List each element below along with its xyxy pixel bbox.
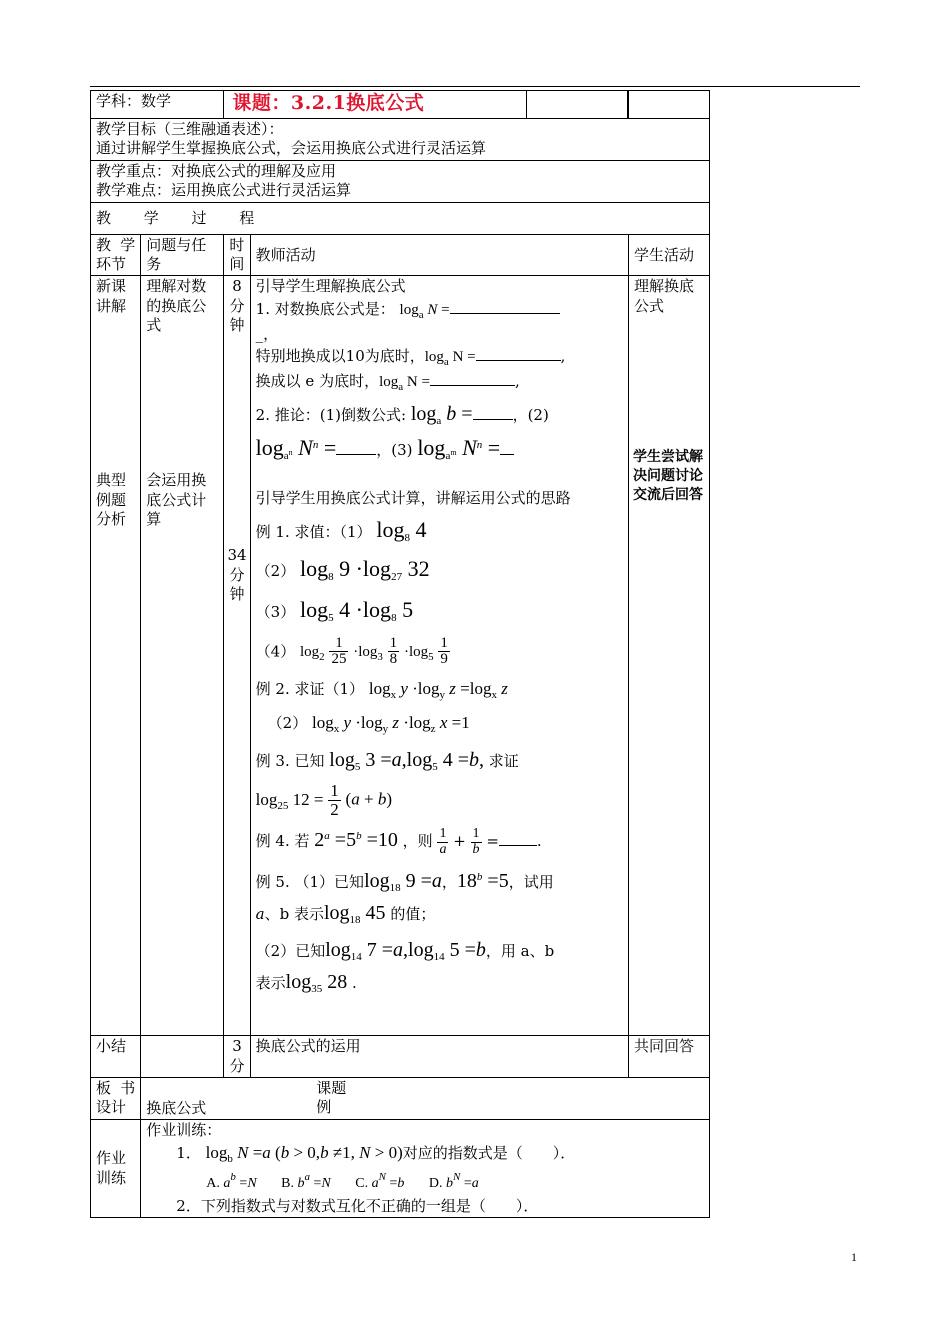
stage-cell <box>91 276 141 1036</box>
ex4-label: 例 4. 若 <box>255 832 310 851</box>
formula-line-2: 特别地换成以10为底时，$\log_a N$ = , <box>255 346 566 368</box>
board-right-2: 例 <box>316 1097 332 1116</box>
formula-line-1: 1. 对数换底公式是： $\log_a N$ = <box>256 300 623 322</box>
focus-text: 教学重点：对换底公式的理解及应用 <box>96 162 337 180</box>
ex5-2-line2: 表示 <box>255 973 286 992</box>
board-left: 换底公式 <box>146 1098 207 1117</box>
summary-student: 共同回答 <box>629 1036 710 1077</box>
ex5-2-label: （2）已知 <box>255 941 326 960</box>
option-b-label: B. <box>281 1176 295 1192</box>
task-examples: 会运用换底公式计算 <box>146 471 207 528</box>
process-heading-row <box>91 203 710 235</box>
example-1-2: （2） $\log_8 9 \cdot\log_{27}$ 32 <box>255 556 430 584</box>
task-new: 理解对数的换底公式 <box>146 277 207 334</box>
summary-time: 3分 <box>224 1036 250 1077</box>
title-cell <box>224 91 629 119</box>
ex5-mid1: ， <box>441 873 457 892</box>
student-new: 理解换底公式 <box>634 277 695 315</box>
process-heading-cell <box>91 203 710 235</box>
ex5-mid2: ，试用 <box>508 873 554 892</box>
ex1-4-label: （4） <box>255 641 296 660</box>
ex5-2-mid: ，用 a、b <box>485 941 555 960</box>
item2-mid: ，(2) <box>512 405 549 424</box>
homework-heading: 作业训练： <box>146 1120 222 1139</box>
item2-3: ，(3) <box>376 441 413 460</box>
example-3-formula: $\log_{25} 12$ = $\frac{1}{2}$ (a + b) <box>255 781 392 820</box>
option-d-label: D. <box>428 1176 443 1192</box>
item1b-prefix: 特别地换成以10为底时， <box>255 346 425 365</box>
ex5-line2-tail: 的值； <box>390 905 436 924</box>
ex2-2-label: （2） <box>267 714 308 733</box>
subject-cell <box>91 91 224 119</box>
keypoints-cell <box>91 161 710 203</box>
student-examples: 学生尝试解决问题讨论交流后回答 <box>633 449 704 504</box>
example-5-line-2: a、b 表示$\log_{18} 45$ 的值； <box>255 902 436 927</box>
goals-row <box>91 119 710 161</box>
item1c-prefix: 换成以 e 为底时， <box>255 371 380 390</box>
ex1-2-label: （2） <box>255 562 296 581</box>
board-row <box>91 1077 710 1119</box>
example-4-line: 例 4. 若 $2^a =5^b =10$ ，则 $\frac{1}{a}$ + $\frac{1}{b}$ = . <box>255 825 542 857</box>
answer-blank-2[interactable] <box>476 360 561 361</box>
item2-prefix: 2. 推论：(1)倒数公式: <box>255 405 407 424</box>
example-5-2-line-2: 表示$\log_{35} 28$ . <box>255 970 357 995</box>
keypoints-row <box>91 161 710 203</box>
answer-blank-5[interactable] <box>336 454 376 455</box>
example-5-2: （2）已知$\log_{14} 7 =a,\log_{14}$ 5 =b，用 a、b <box>255 938 555 963</box>
col-task: 问题与任务 <box>141 235 224 276</box>
header-row <box>91 91 710 119</box>
summary-stage: 小结 <box>91 1036 141 1077</box>
homework-q1-options: A. $a^b =N$ B. $b^a =N$ C. $a^N =b$ D. $b^N =a$ <box>206 1171 479 1192</box>
answer-blank-6[interactable] <box>500 454 514 455</box>
time-examples: 34分钟 <box>227 546 247 603</box>
ex1-label: 例 1. 求值：（1） <box>255 523 372 542</box>
goals-cell <box>91 119 710 161</box>
board-right-1: 课题 <box>316 1078 347 1097</box>
formula-line-3: 换成以 e 为底时，$\log_a N$ = , <box>255 371 520 393</box>
task-cell <box>141 276 224 1036</box>
ex5-label: 例 5. （1）已知 <box>255 873 365 892</box>
homework-row <box>91 1119 710 1217</box>
option-c-label: C. <box>355 1176 369 1192</box>
teacher-cell <box>250 276 628 1036</box>
example-2-2: （2） $\log_x y \cdot\log_y$ $z \cdot\log_z$ x =1 <box>267 713 470 736</box>
homework-q2: 2．下列指数式与对数式互化不正确的一组是（ ）． <box>176 1197 539 1216</box>
stage-examples: 典型例题分析 <box>96 471 127 528</box>
new-intro: 引导学生理解换底公式 <box>255 277 406 296</box>
ex1-3-label: （3） <box>255 603 296 622</box>
homework-q1: 1． $\log_b N =a$ (b > 0,b ≠1, N > 0)对应的指数式是（ ）． <box>176 1143 576 1166</box>
example-5-line: 例 5. （1）已知$\log_{18} 9 =a$，$18^b =5$，试用 <box>255 870 554 895</box>
item1-prefix: 1. 对数换底公式是： <box>255 299 395 318</box>
ex3-label: 例 3. 已知 <box>255 752 325 771</box>
summary-teacher: 换底公式的运用 <box>250 1036 628 1077</box>
lesson-plan-table <box>90 90 710 1218</box>
examples-intro: 引导学生用换底公式计算，讲解运用公式的思路 <box>255 489 571 508</box>
lesson-title: 课题：3.2.1换底公式 <box>224 91 527 118</box>
goals-text: 通过讲解学生掌握换底公式，会运用换底公式进行灵活运算 <box>96 139 487 158</box>
answer-blank-4[interactable] <box>473 419 513 420</box>
ex4-mid: ，则 <box>402 832 433 851</box>
blank-cell-2 <box>629 91 710 119</box>
homework-stage: 作业训练 <box>91 1119 141 1217</box>
time-cell <box>224 276 250 1036</box>
col-teacher: 教师活动 <box>250 235 628 276</box>
ex4-tail: = <box>486 832 499 851</box>
col-student: 学生活动 <box>629 235 710 276</box>
summary-row <box>91 1036 710 1077</box>
option-a-label: A. <box>206 1176 220 1192</box>
student-cell <box>629 276 710 1036</box>
answer-blank-3[interactable] <box>430 385 515 386</box>
page-number: 1 <box>851 1250 857 1264</box>
item1-tail: _， <box>255 324 279 343</box>
summary-task <box>141 1036 224 1077</box>
header-rule <box>90 86 860 87</box>
q1-num: 1． <box>176 1144 201 1163</box>
homework-cell <box>141 1119 710 1217</box>
goals-label: 教学目标（三维融通表述）： <box>96 120 284 138</box>
col-time: 时间 <box>224 235 250 276</box>
board-stage: 板书设计 <box>91 1077 141 1119</box>
q1-tail: 对应的指数式是（ ）． <box>402 1144 576 1163</box>
answer-blank-7[interactable] <box>499 845 537 846</box>
subject-label: 学科：数学 <box>96 92 172 110</box>
time-new: 8分钟 <box>229 277 245 334</box>
example-3-line: 例 3. 已知 $\log_5 3 =a,\log_5$ 4 =b, 求证 <box>255 749 519 774</box>
example-1-3: （3） $\log_5 4 \cdot\log_8$ 5 <box>255 597 414 625</box>
corollary-line-2: $\log_{a^n} N^n$ = ，(3) $\log_{a^m} N^n$ = <box>256 434 623 463</box>
ex3-mid: 求证 <box>488 752 519 771</box>
example-1-4: （4） $\log_2$ $\frac{1}{25}$ $\cdot\log_3$ $\frac{1}{8}$ $\cdot\log_5$ $\frac{1}{9}$ <box>255 634 448 668</box>
ex5-line2-b: 、b 表示 <box>264 905 324 924</box>
process-heading: 教 学 过 程 <box>96 208 269 227</box>
col-stage: 教学环节 <box>91 235 141 276</box>
corollary-line: 2. 推论：(1)倒数公式: $\log_a b$ = ，(2) <box>255 402 549 427</box>
ex5-line2-a: a <box>255 905 265 924</box>
answer-blank-1[interactable] <box>450 313 560 314</box>
difficulty-text: 教学难点：运用换底公式进行灵活运算 <box>96 181 352 200</box>
column-header-row <box>91 235 710 276</box>
example-2-line: 例 2. 求证（1） $\log_x y \cdot\log_y$ $z =\log_x$ z <box>255 679 508 702</box>
blank-cell-1 <box>527 91 628 118</box>
example-1-line: 例 1. 求值：（1） $\log_8 4$ <box>255 517 427 545</box>
stage-new: 新课讲解 <box>96 277 127 315</box>
main-row <box>91 276 710 1036</box>
ex2-label: 例 2. 求证（1） <box>255 680 365 699</box>
board-cell <box>141 1077 710 1119</box>
